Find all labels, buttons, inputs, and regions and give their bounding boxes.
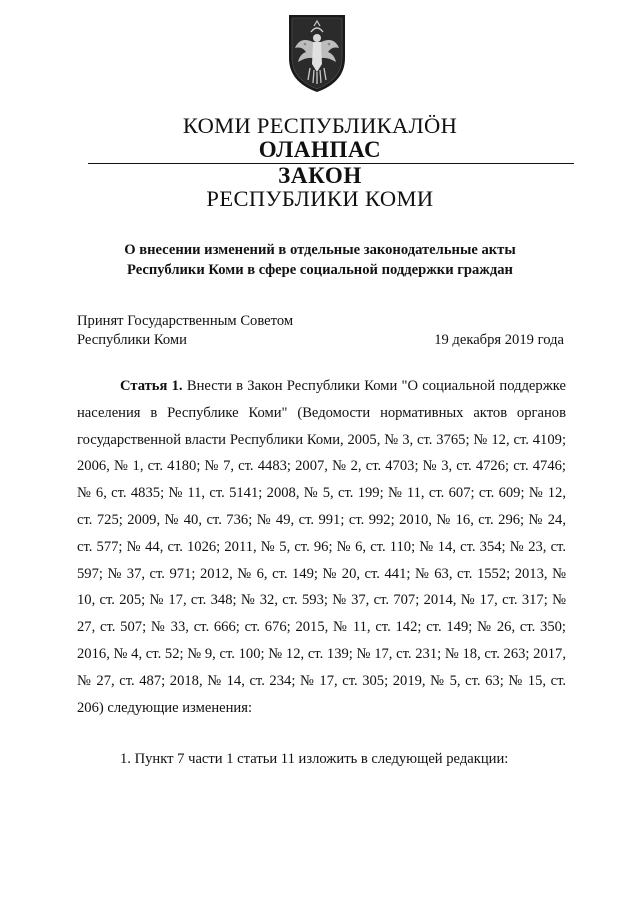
law-title-line-1: О внесении изменений в отдельные законодательные акты bbox=[124, 242, 516, 258]
article-1-body bbox=[77, 373, 566, 721]
header-olanpas: ОЛАНПАС bbox=[258, 137, 382, 162]
adoption-date: 19 декабря 2019 года bbox=[434, 332, 564, 348]
article-1-label: Статья 1. bbox=[120, 378, 183, 394]
adoption-line-1: Принят Государственным Советом bbox=[77, 313, 294, 329]
header-komi-republic: КОМИ РЕСПУБЛИКАЛӦН bbox=[182, 113, 458, 138]
list-item: 1. Пункт 7 части 1 статьи 11 изложить в следующей редакции: bbox=[120, 751, 509, 767]
article-1-text: Внести в Закон Республики Коми "О социальной поддержке населения в Республике Коми" (Ведомости нормативных актов органов государственной власти Республики Коми, 2005, № 3, ст. 3765; № 12, ст. 4109; 2006, № 1, ст. 4180; № 7, ст. 4483; 2007, № 2, ст. 4703; № 3, ст. 4726; ст. 4746; № 6, ст. 4835; № 11, ст. 5141; 2008, № 5, ст. 199; № 11, ст. 607; ст. 609; № 12, ст. 725; 2009, № 40, ст. 736; № 49, ст. 991; ст. 992; 2010, № 16, ст. 296; № 24, ст. 577; № 44, ст. 1026; 2011, № 5, ст. 96; № 6, ст. 110; № 14, ст. 354; № 23, ст. 597; № 37, ст. 971; 2012, № 6, ст. 149; № 20, ст. 441; № 63, ст. 1552; 2013, № 10, ст. 205; № 17, ст. 348; № 32, ст. 593; № 37, ст. 707; 2014, № 17, ст. 317; № 27, ст. 507; № 33, ст. 666; ст. 676; 2015, № 11, ст. 142; ст. 149; № 26, ст. 350; 2016, № 4, ст. 52; № 9, ст. 100; № 12, ст. 139; № 17, ст. 231; № 18, ст. 263; 2017, № 27, ст. 487; 2018, № 14, ст. 234; № 17, ст. 305; 2019, № 5, ст. 63; № 15, ст. 206) следующие изменения: bbox=[77, 378, 566, 716]
header-law: ЗАКОН bbox=[278, 163, 362, 188]
header-republic-komi: РЕСПУБЛИКИ КОМИ bbox=[206, 186, 434, 211]
law-title-line-2: Республики Коми в сфере социальной поддержки граждан bbox=[127, 262, 513, 278]
coat-of-arms-icon bbox=[286, 12, 348, 94]
adoption-line-2: Республики Коми bbox=[77, 332, 187, 348]
